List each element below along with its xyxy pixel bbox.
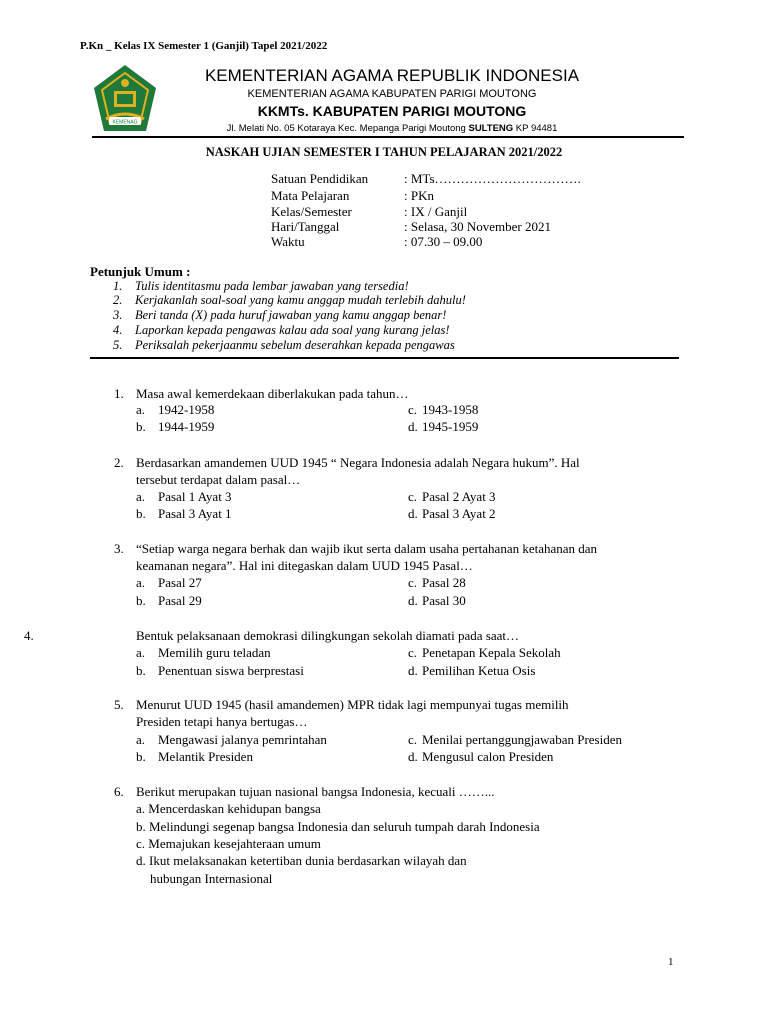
option-text: Mengusul calon Presiden [422, 749, 554, 764]
option-letter: a. [136, 732, 146, 747]
info-label: Kelas/Semester [271, 204, 352, 219]
option-text: b. Melindungi segenap bangsa Indonesia dan seluruh tumpah darah Indonesia [136, 819, 540, 834]
address-post: KP 94481 [513, 123, 558, 134]
question-number: 2. [114, 455, 124, 470]
question-number: 5. [114, 697, 124, 712]
instruction-text: Beri tanda (X) pada huruf jawaban yang kamu anggap benar! [135, 308, 447, 322]
info-label: Mata Pelajaran [271, 188, 350, 203]
option-text: Pasal 28 [422, 575, 466, 590]
info-value: : PKn [404, 188, 434, 203]
option-letter: b. [136, 419, 146, 434]
option-letter: d. [408, 663, 418, 678]
option-text: 1944-1959 [158, 419, 215, 434]
question-text: Masa awal kemerdekaan diberlakukan pada tahun… [136, 386, 409, 401]
option-text: Mengawasi jalanya pemrintahan [158, 732, 327, 747]
option-text: Melantik Presiden [158, 749, 253, 764]
question-text: keamanan negara”. Hal ini ditegaskan dalam UUD 1945 Pasal… [136, 558, 473, 573]
option-letter: b. [136, 593, 146, 608]
option-text: Pasal 2 Ayat 3 [422, 489, 496, 504]
info-value: : Selasa, 30 November 2021 [404, 219, 551, 234]
question-number: 6. [114, 784, 124, 799]
option-text: 1945-1959 [422, 419, 479, 434]
option-letter: c. [408, 402, 418, 417]
instruction-number: 5. [113, 338, 123, 352]
option-text: d. Ikut melaksanakan ketertiban dunia berdasarkan wilayah dan [136, 853, 467, 868]
info-label: Hari/Tanggal [271, 219, 340, 234]
option-text: hubungan Internasional [150, 871, 273, 886]
info-value: : IX / Ganjil [404, 204, 468, 219]
instructions-divider [90, 357, 679, 359]
option-letter: a. [136, 645, 146, 660]
option-text: Memilih guru teladan [158, 645, 271, 660]
option-text: a. Mencerdaskan kehidupan bangsa [136, 801, 321, 816]
option-letter: d. [408, 593, 418, 608]
letterhead-line1: KEMENTERIAN AGAMA REPUBLIK INDONESIA [204, 66, 580, 85]
option-text: Pasal 27 [158, 575, 202, 590]
option-text: Penentuan siswa berprestasi [158, 663, 304, 678]
instruction-text: Periksalah pekerjaanmu sebelum deserahkan kepada pengawas [135, 338, 455, 352]
question-text: tersebut terdapat dalam pasal… [136, 472, 301, 487]
option-letter: a. [136, 489, 146, 504]
instruction-text: Kerjakanlah soal-soal yang kamu anggap mudah terlebih dahulu! [135, 293, 466, 307]
option-letter: c. [408, 489, 418, 504]
page-number: 1 [668, 956, 674, 968]
info-value: : 07.30 – 09.00 [404, 234, 483, 249]
question-text: “Setiap warga negara berhak dan wajib ikut serta dalam usaha pertahanan ketahanan dan [136, 541, 598, 556]
option-text: Pasal 3 Ayat 1 [158, 506, 232, 521]
option-letter: b. [136, 506, 146, 521]
option-letter: d. [408, 506, 418, 521]
option-text: 1943-1958 [422, 402, 479, 417]
question-number: 3. [114, 541, 124, 556]
kemenag-logo [92, 63, 158, 135]
option-text: Pasal 3 Ayat 2 [422, 506, 496, 521]
letterhead-address [168, 123, 616, 134]
question-text: Presiden tetapi hanya bertugas… [136, 714, 308, 729]
option-text: Pasal 29 [158, 593, 202, 608]
header-line: P.Kn _ Kelas IX Semester 1 (Ganjil) Tapel 2021/2022 [80, 40, 328, 52]
question-text: Menurut UUD 1945 (hasil amandemen) MPR tidak lagi mempunyai tugas memilih [136, 697, 569, 712]
info-label: Waktu [271, 234, 305, 249]
option-text: c. Memajukan kesejahteraan umum [136, 836, 321, 851]
question-number: 4. [24, 628, 34, 643]
option-text: Menilai pertanggungjawaban Presiden [422, 732, 622, 747]
option-letter: d. [408, 419, 418, 434]
instruction-text: Laporkan kepada pengawas kalau ada soal yang kurang jelas! [135, 323, 450, 337]
option-text: Pasal 1 Ayat 3 [158, 489, 232, 504]
option-letter: a. [136, 402, 146, 417]
instruction-number: 1. [113, 279, 123, 293]
option-letter: c. [408, 645, 418, 660]
question-text: Bentuk pelaksanaan demokrasi dilingkungan sekolah diamati pada saat… [136, 628, 520, 643]
option-text: Penetapan Kepala Sekolah [422, 645, 561, 660]
logo-text: KEMENAG [112, 119, 138, 126]
letterhead-divider [92, 136, 684, 138]
option-letter: d. [408, 749, 418, 764]
question-text: Berdasarkan amandemen UUD 1945 “ Negara Indonesia adalah Negara hukum”. Hal [136, 455, 580, 470]
instructions-title: Petunjuk Umum : [90, 264, 191, 279]
address-province: SULTENG [468, 123, 514, 134]
instruction-number: 3. [113, 308, 123, 322]
option-letter: c. [408, 732, 418, 747]
instruction-text: Tulis identitasmu pada lembar jawaban yang tersedia! [135, 279, 409, 293]
instruction-number: 4. [113, 323, 123, 337]
exam-title: NASKAH UJIAN SEMESTER I TAHUN PELAJARAN 2021/2022 [205, 145, 563, 159]
option-text: Pasal 30 [422, 593, 466, 608]
question-number: 1. [114, 386, 124, 401]
option-letter: a. [136, 575, 146, 590]
address-pre: Jl. Melati No. 05 Kotaraya Kec. Mepanga Parigi Moutong [226, 123, 469, 134]
option-text: Pemilihan Ketua Osis [422, 663, 536, 678]
instruction-number: 2. [113, 293, 123, 307]
letterhead-line3: KKMTs. KABUPATEN PARIGI MOUTONG [257, 103, 527, 119]
option-text: 1942-1958 [158, 402, 215, 417]
option-letter: c. [408, 575, 418, 590]
option-letter: b. [136, 749, 146, 764]
letterhead-line2: KEMENTERIAN AGAMA KABUPATEN PARIGI MOUTONG [247, 88, 537, 100]
option-letter: b. [136, 663, 146, 678]
info-label: Satuan Pendidikan [271, 171, 369, 186]
question-text: Berikut merupakan tujuan nasional bangsa Indonesia, kecuali ……... [136, 784, 495, 799]
info-value: : MTs……………………………. [404, 171, 581, 186]
